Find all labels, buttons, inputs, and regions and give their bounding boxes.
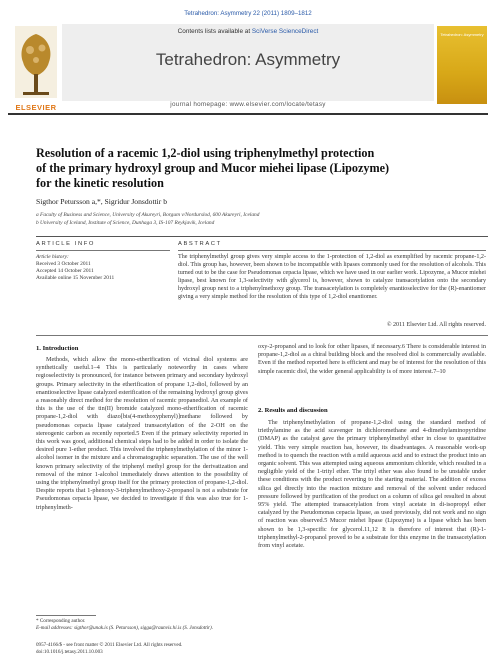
article-info-rule [36, 250, 170, 251]
publisher-name: ELSEVIER [15, 103, 57, 112]
affiliation-a: a Faculty of Business and Science, University of Akureyri, Borgum v/Nordurslod, 600 Akureyri, Iceland [36, 212, 260, 218]
header-rule [8, 113, 488, 115]
contents-prefix: Contents lists available at [177, 28, 252, 35]
abstract-text: The triphenylmethyl group gives very simple access to the 1-protection of 1,2-diol as exemplified by racemic propane-1,2-diol. This group has, however, been shown to be incompatible with lipases commonly used for the resolution of alcohols. This turned out to be the case for Pseudomonas cepacia lipase, which we have used in our earlier work. Lipozyme, a Mucor miehei lipase, best known for 1,3-selectivity with glycerol is, however, shown to catalyze transacetylation onto the secondary hydroxyl group next to a triphenylmethoxy group. The transacetylation is completely enantioselective for the (R)-enantiomer giving a very simple method for the resolution of this type of 1,2-diol enantiomer. [178, 254, 486, 301]
abstract-bottom-rule [36, 335, 488, 336]
elsevier-tree-logo [15, 26, 57, 98]
results-paragraph: The triphenylmethylation of propane-1,2-diol using the standard method of triethylamine as the acid scavenger in dichloromethane and 4-dimethylaminopyridine (DMAP) as the catalyst gave the primary triphenylmethyl ether in close to quantitative yield. This very simple reaction has, however, its disadvantages. A reasonable work-up method is to quench the reaction with a mild aqueous acid and to extract the product into an organic solvent. This was attempted using aqueous ammonium chloride, which resulted in a negligible yield of the 1-trityl ether. The trityl ether was also found to be unstable under these conditions with the product reverting to the starting material. The addition of excess silica gel directly into the reaction mixture and removal of the solvent under reduced pressure followed by purification of the product on a column of silica gel resulted in about 95% yield. The attempted transacetylation from vinyl acetate in di-isopropyl ether catalyzed by the Pseudomonas cepacia lipase, as used previously, did not work and no sign of reaction was observed.5 Mucor miehei lipase (Lipozyme) is a lipase which has been shown to be 1,3-specific for glycerol.11,12 It is therefore of interest that (R)-1-triphenylmethyl-2-propanol proved to be a substrate for this enzyme in the transacetylation from vinyl acetate. [258, 419, 486, 550]
affiliation-b: b University of Iceland, Institute of Science, Dunhaga 3, IS-107 Reykjavik, Iceland [36, 220, 215, 226]
affiliation-rule [36, 236, 488, 237]
publication-info [36, 642, 336, 655]
email-addresses[interactable]: E-mail addresses: sigthor@unak.is (S. Petursson), sigga@raunvis.hi.is (S. Jonsdottir). [36, 624, 213, 631]
cover-title: Tetrahedron: Asymmetry [440, 32, 484, 37]
results-column [258, 419, 486, 550]
title-line-1: Resolution of a racemic 1,2-diol using triphenylmethyl protection [36, 146, 375, 160]
journal-title: Tetrahedron: Asymmetry [155, 50, 341, 69]
title-line-3: for the kinetic resolution [36, 176, 164, 190]
intro-paragraph: Methods, which allow the mono-etherification of vicinal diol systems are synthetically useful.1–4 This is particularly noteworthy in cases where regioselectivity is pronounced, for instance between primary and secondary hydroxyl groups. Primary selectivity in the etherification of propane 1,2-diol, followed by an enantioselective lipase catalyzed esterification of the remaining hydroxyl group gives a reasonably direct method for the resolution of racemic propanediol. An example of this is the use of the tin(II) bromide catalyzed mono-etherification of racemic propane-1,2-diol with diazo[bis(4-methoxyphenyl)]methane followed by pseudomonas cepacia lipase catalyzed transacetylation of the 2-OH on the stereogenic carbon as recently reported.5 Even if the primary selectivity reported in this work was good, additional chemical steps had to be added in order to isolate the desired pure 1-ether product. This involved the triphenylmethylation of the minor 1-alcohol isomer in the mixture and a chromatographic separation. The use of the well known primary selectivity of the triphenyl methyl group for the derivatization and removal of the minor 1-alcohol immediately draws attention to the possibility of using the triphenylmethyl group itself for the primary protection of propane-1,2-diol. Despite reports that 1-phenoxy-3-triphenylmethoxy-2-propanol is not a substrate for Pseudomonas cepacia lipase, we decided to investigate if this was also true for 1-triphenylmeth- [36, 356, 248, 511]
history-accepted: Accepted 14 October 2011 [36, 268, 94, 274]
intro-column [36, 356, 248, 512]
journal-cover-image [437, 26, 487, 104]
title-line-2: of the primary hydroxyl group and Mucor miehei lipase (Lipozyme) [36, 161, 390, 175]
intro-heading: 1. Introduction [36, 345, 79, 352]
sciencedirect-link[interactable]: SciVerse ScienceDirect [251, 28, 319, 35]
contents-line [62, 28, 434, 35]
corresponding-author: * Corresponding author. [36, 618, 86, 624]
copyright-line: © 2011 Elsevier Ltd. All rights reserved. [386, 322, 486, 328]
results-heading: 2. Results and discussion [258, 407, 328, 414]
history-received: Received 3 October 2011 [36, 261, 91, 267]
intro-continuation: oxy-2-propanol and to look for other lipases, if necessary.6 There is considerable interest in propane-1,2-diol as a chiral building block and the resolved diol is commercially available. Even if the method reported here is efficient and may be of interest for the resolution of this simple racemic diol, the wider general applicability is of more interest.7–10 [258, 343, 486, 375]
history-online: Available online 15 November 2011 [36, 275, 115, 281]
article-info-heading: ARTICLE INFO [36, 241, 96, 247]
journal-homepage[interactable]: journal homepage: www.elsevier.com/locate/tetasy [170, 101, 326, 108]
footnote-rule [36, 615, 96, 616]
article-history [36, 254, 176, 282]
authors: Sigthor Petursson a,*, Sigridur Jonsdottir b [36, 197, 167, 206]
article-title [36, 146, 476, 191]
history-label: Article history: [36, 254, 69, 260]
journal-reference[interactable]: Tetrahedron: Asymmetry 22 (2011) 1809–1812 [184, 10, 312, 17]
abstract-rule [178, 250, 486, 251]
doi-line[interactable]: doi:10.1016/j.tetasy.2011.10.003 [36, 648, 103, 655]
issn-line: 0957-4166/$ - see front matter © 2011 Elsevier Ltd. All rights reserved. [36, 642, 183, 648]
footnote-block [36, 618, 246, 631]
abstract-heading: ABSTRACT [178, 241, 222, 247]
right-column-top [258, 343, 486, 376]
